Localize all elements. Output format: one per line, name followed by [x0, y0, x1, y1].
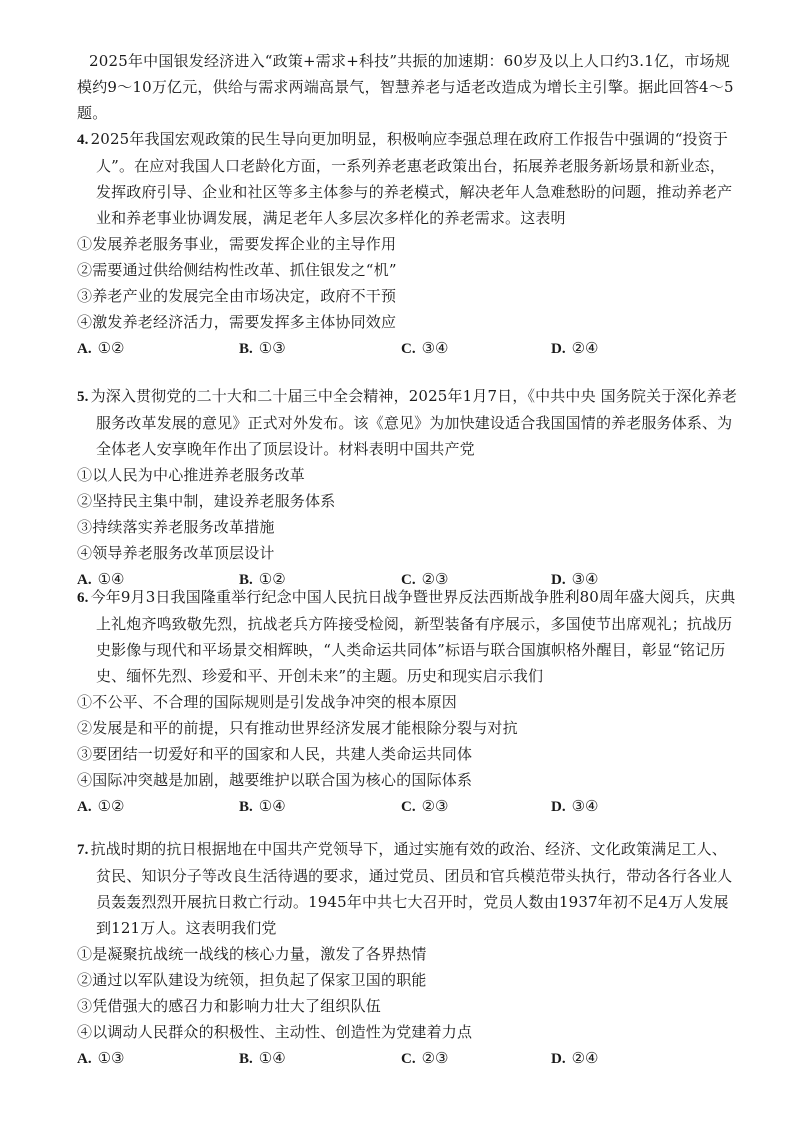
choice-d[interactable]: D. ③④ — [551, 797, 599, 815]
statement-4: ④国际冲突越是加剧，越要维护以联合国为核心的国际体系 — [77, 771, 473, 789]
choice-b[interactable]: B. ①② — [239, 570, 286, 588]
answer-choices — [77, 1045, 737, 1071]
choice-c[interactable]: C. ③④ — [401, 339, 449, 357]
choice-b[interactable]: B. ①④ — [239, 797, 286, 815]
statement-1: ①是凝聚抗战统一战线的核心力量，激发了各界热情 — [77, 945, 427, 963]
choice-a[interactable]: A. ①② — [77, 339, 125, 357]
choice-a[interactable]: A. ①④ — [77, 570, 125, 588]
question-4 — [77, 126, 737, 361]
question-text: 今年9月3日我国隆重举行纪念中国人民抗日战争暨世界反法西斯战争胜利80周年盛大阅兵，庆典上礼炮齐鸣致敬先烈，抗战老兵方阵接受检阅，新型装备有序展示，多国使节出席观礼；抗战历史影像与现代和平场景交相辉映，“人类命运共同体”标语与联合国旗帜格外醒目，彰显“铭记历史、缅怀先烈、珍爱和平、开创未来”的主题。历史和现实启示我们 — [90, 588, 736, 685]
question-text: 抗战时期的抗日根据地在中国共产党领导下，通过实施有效的政治、经济、文化政策满足工人、贫民、知识分子等改良生活待遇的要求，通过党员、团员和官兵模范带头执行，带动各行各业人员轰轰烈烈开展抗日救亡行动。1945年中共七大召开时，党员人数由1937年初不足4万人发展到121万人。这表明我们党 — [90, 840, 733, 937]
statement-2: ②发展是和平的前提，只有推动世界经济发展才能根除分裂与对抗 — [77, 719, 518, 737]
choice-c[interactable]: C. ②③ — [401, 1049, 449, 1067]
choice-a[interactable]: A. ①② — [77, 797, 125, 815]
choice-d[interactable]: D. ②④ — [551, 1049, 599, 1067]
choice-c[interactable]: C. ②③ — [401, 797, 449, 815]
material-intro: 2025年中国银发经济进入“政策+需求+科技”共振的加速期：60岁及以上人口约3.1亿，市场规模约9～10万亿元，供给与需求两端高景气，智慧养老与适老改造成为增长主引擎。据此回答4～5题。 — [77, 52, 734, 122]
choice-b[interactable]: B. ①④ — [239, 1049, 286, 1067]
question-6 — [77, 584, 737, 819]
choice-b[interactable]: B. ①③ — [239, 339, 286, 357]
question-stem — [77, 126, 737, 231]
choice-a[interactable]: A. ①③ — [77, 1049, 125, 1067]
choice-c[interactable]: C. ②③ — [401, 570, 449, 588]
statement-4: ④激发养老经济活力，需要发挥多主体协同效应 — [77, 313, 397, 331]
question-text: 为深入贯彻党的二十大和二十届三中全会精神，2025年1月7日，《中共中央 国务院关于深化养老服务改革发展的意见》正式对外发布。该《意见》为加快建设适合我国国情的养老服务体系、为全体老人安享晚年作出了顶层设计。材料表明中国共产党 — [90, 387, 737, 458]
statement-3: ③要团结一切爱好和平的国家和人民，共建人类命运共同体 — [77, 745, 473, 763]
statement-4: ④领导养老服务改革顶层设计 — [77, 544, 275, 562]
question-number: 7. — [77, 842, 89, 858]
question-stem — [77, 836, 737, 941]
statement-2: ②通过以军队建设为统领，担负起了保家卫国的职能 — [77, 971, 427, 989]
question-stem — [77, 383, 737, 462]
statement-1: ①以人民为中心推进养老服务改革 — [77, 466, 306, 484]
statement-1: ①发展养老服务事业，需要发挥企业的主导作用 — [77, 235, 397, 253]
statement-3: ③凭借强大的感召力和影响力壮大了组织队伍 — [77, 997, 382, 1015]
question-7 — [77, 836, 737, 1071]
answer-choices — [77, 793, 737, 819]
statement-2: ②坚持民主集中制，建设养老服务体系 — [77, 492, 336, 510]
choice-d[interactable]: D. ③④ — [551, 570, 599, 588]
question-number: 5. — [77, 389, 89, 405]
statement-3: ③养老产业的发展完全由市场决定，政府不干预 — [77, 287, 397, 305]
statement-1: ①不公平、不合理的国际规则是引发战争冲突的根本原因 — [77, 693, 458, 711]
question-number: 6. — [77, 590, 89, 606]
question-5 — [77, 383, 737, 592]
choice-d[interactable]: D. ②④ — [551, 339, 599, 357]
question-number: 4. — [77, 132, 89, 148]
question-text: 2025年我国宏观政策的民生导向更加明显，积极响应李强总理在政府工作报告中强调的“投资于人”。在应对我国人口老龄化方面，一系列养老惠老政策出台，拓展养老服务新场景和新业态，发挥政府引导、企业和社区等多主体参与的养老模式，解决老年人急难愁盼的问题，推动养老产业和养老事业协调发展，满足老年人多层次多样化的养老需求。这表明 — [90, 130, 733, 227]
question-stem — [77, 584, 737, 689]
statement-3: ③持续落实养老服务改革措施 — [77, 518, 275, 536]
statement-4: ④以调动人民群众的积极性、主动性、创造性为党建着力点 — [77, 1023, 473, 1041]
answer-choices — [77, 335, 737, 361]
statement-2: ②需要通过供给侧结构性改革、抓住银发之“机” — [77, 261, 397, 279]
